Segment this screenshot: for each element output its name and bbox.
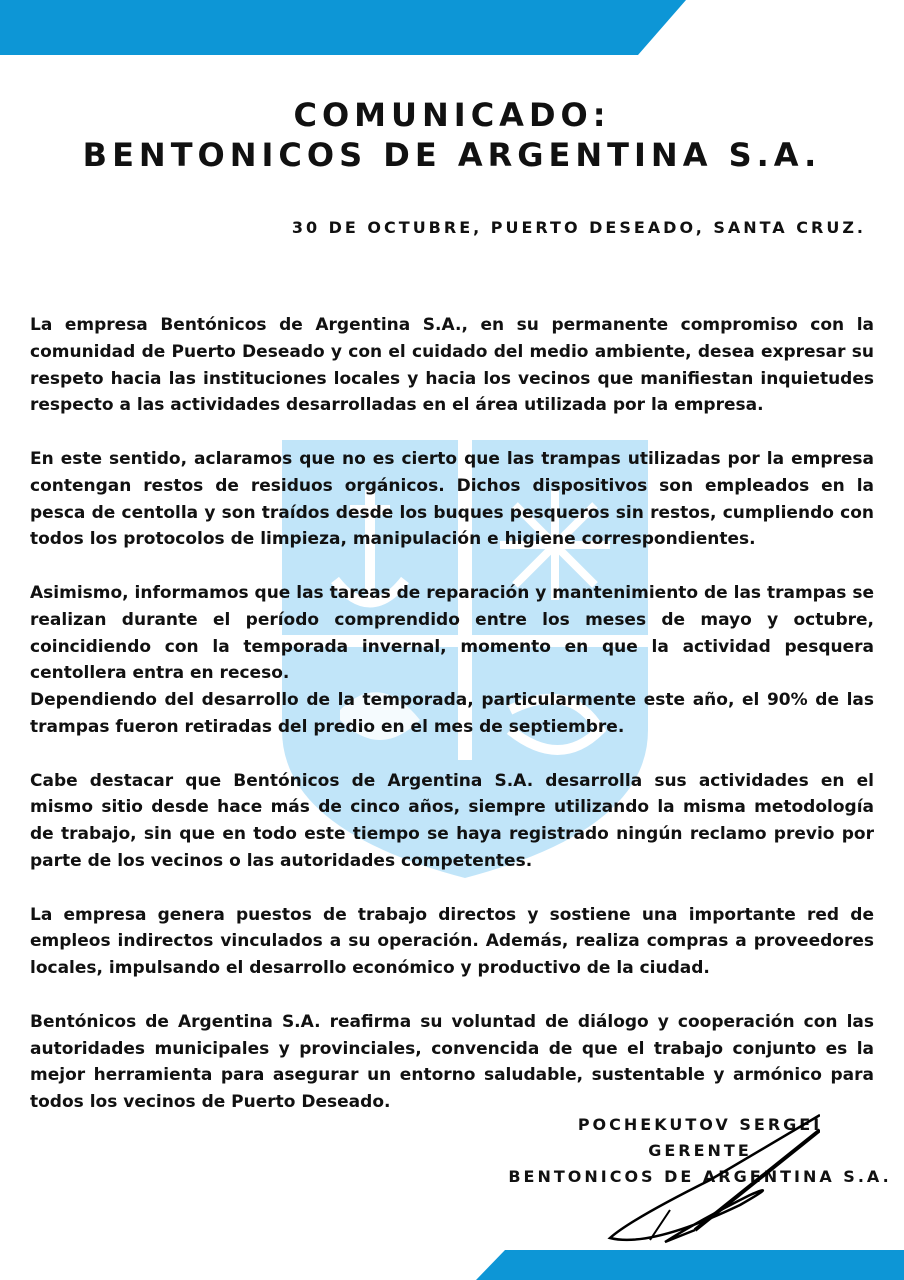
page-title — [0, 95, 904, 175]
title-line-1: COMUNICADO: — [293, 96, 611, 134]
top-banner — [0, 0, 904, 60]
signatory-role: GERENTE — [648, 1141, 752, 1160]
letter-body — [30, 312, 874, 1116]
paragraph-2: En este sentido, aclaramos que no es cierto que las trampas utilizadas por la empresa contengan restos de residuos orgánicos. Dichos dispositivos son empleados en la pesca de centolla y son traídos desde los buques pesqueros sin restos, cumpliendo con todos los protocolos de limpieza, manipulación e higiene correspondientes. — [30, 448, 874, 550]
handwritten-signature — [590, 1110, 820, 1250]
signatory-company: BENTONICOS DE ARGENTINA S.A. — [508, 1167, 892, 1186]
paragraph-4: Dependiendo del desarrollo de la temporada, particularmente este año, el 90% de las trampas fueron retiradas del predio en el mes de septiembre. — [30, 690, 874, 737]
title-line-2: BENTONICOS DE ARGENTINA S.A. — [82, 136, 822, 174]
paragraph-1: La empresa Bentónicos de Argentina S.A., en su permanente compromiso con la comunidad de Puerto Deseado y con el cuidado del medio ambiente, desea expresar su respeto hacia las instituciones locales y hacia los vecinos que manifiestan inquietudes respecto a las actividades desarrolladas en el área utilizada por la empresa. — [30, 315, 874, 416]
paragraph-6: La empresa genera puestos de trabajo directos y sostiene una importante red de empleos indirectos vinculados a su operación. Además, realiza compras a proveedores locales, impulsando el desarrollo económico y productivo de la ciudad. — [30, 904, 874, 979]
bottom-banner — [0, 1246, 904, 1280]
date-location: 30 DE OCTUBRE, PUERTO DESEADO, SANTA CRUZ. — [291, 218, 866, 237]
paragraph-5: Cabe destacar que Bentónicos de Argentina S.A. desarrolla sus actividades en el mismo sitio desde hace más de cinco años, siempre utilizando la misma metodología de trabajo, sin que en todo este tiempo se haya registrado ningún reclamo previo por parte de los vecinos o las autoridades competentes. — [30, 770, 874, 871]
paragraph-3: Asimismo, informamos que las tareas de reparación y mantenimiento de las trampas se realizan durante el período comprendido entre los meses de mayo y octubre, coincidiendo con la temporada invernal, momento en que la actividad pesquera centollera entra en receso. — [30, 582, 874, 684]
signatory-name: POCHEKUTOV SERGEI — [577, 1115, 823, 1134]
paragraph-7: Bentónicos de Argentina S.A. reafirma su voluntad de diálogo y cooperación con las autoridades municipales y provinciales, convencida de que el trabajo conjunto es la mejor herramienta para asegurar un entorno saludable, sustentable y armónico para todos los vecinos de Puerto Deseado. — [30, 1011, 874, 1113]
